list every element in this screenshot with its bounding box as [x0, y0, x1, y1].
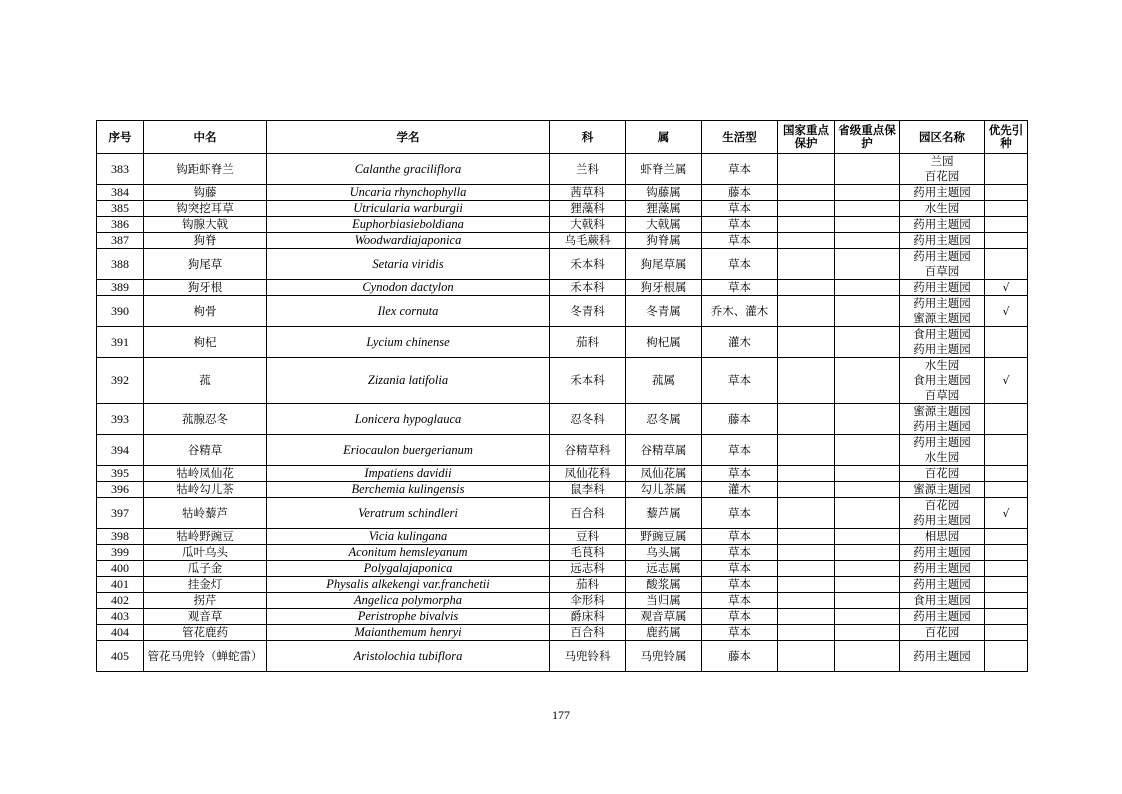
header-provincial: 省级重点保护 — [835, 121, 900, 154]
cell-priority — [985, 154, 1028, 185]
cell-provincial — [835, 609, 900, 625]
cell-name: 狗脊 — [144, 233, 267, 249]
cell-sci: Cynodon dactylon — [267, 280, 550, 296]
cell-priority: √ — [985, 296, 1028, 327]
garden-name: 药用主题园 — [913, 233, 971, 247]
cell-sci: Berchemia kulingensis — [267, 482, 550, 498]
cell-provincial — [835, 561, 900, 577]
cell-life: 草本 — [702, 154, 778, 185]
cell-garden — [900, 358, 985, 404]
cell-genus: 野豌豆属 — [626, 529, 702, 545]
cell-provincial — [835, 466, 900, 482]
cell-national — [778, 217, 835, 233]
cell-priority — [985, 609, 1028, 625]
header-national: 国家重点保护 — [778, 121, 835, 154]
cell-seq: 402 — [97, 593, 144, 609]
cell-garden — [900, 233, 985, 249]
cell-priority — [985, 233, 1028, 249]
cell-provincial — [835, 625, 900, 641]
cell-genus: 狗脊属 — [626, 233, 702, 249]
cell-life: 草本 — [702, 466, 778, 482]
cell-life: 藤本 — [702, 185, 778, 201]
cell-genus: 狗牙根属 — [626, 280, 702, 296]
cell-national — [778, 498, 835, 529]
cell-family: 百合科 — [550, 498, 626, 529]
cell-genus: 忍冬属 — [626, 404, 702, 435]
cell-name: 谷精草 — [144, 435, 267, 466]
header-row — [97, 121, 1028, 154]
cell-national — [778, 577, 835, 593]
garden-name: 蜜源主题园 — [913, 482, 971, 496]
cell-seq: 400 — [97, 561, 144, 577]
species-table — [96, 120, 1028, 672]
cell-provincial — [835, 577, 900, 593]
cell-family: 忍冬科 — [550, 404, 626, 435]
cell-provincial — [835, 201, 900, 217]
cell-seq: 396 — [97, 482, 144, 498]
cell-family: 茜草科 — [550, 185, 626, 201]
cell-life: 藤本 — [702, 404, 778, 435]
table-row — [97, 296, 1028, 327]
table-row — [97, 641, 1028, 672]
cell-life: 草本 — [702, 233, 778, 249]
cell-sci: Aristolochia tubiflora — [267, 641, 550, 672]
garden-name: 药用主题园 — [913, 296, 971, 310]
cell-national — [778, 625, 835, 641]
cell-seq: 383 — [97, 154, 144, 185]
cell-seq: 405 — [97, 641, 144, 672]
cell-family: 禾本科 — [550, 280, 626, 296]
table-body — [97, 154, 1028, 672]
cell-garden — [900, 593, 985, 609]
cell-genus: 凤仙花属 — [626, 466, 702, 482]
cell-sci: Lonicera hypoglauca — [267, 404, 550, 435]
cell-provincial — [835, 296, 900, 327]
garden-name: 药用主题园 — [913, 561, 971, 575]
cell-sci: Aconitum hemsleyanum — [267, 545, 550, 561]
table-row — [97, 249, 1028, 280]
table-row — [97, 327, 1028, 358]
cell-seq: 404 — [97, 625, 144, 641]
cell-national — [778, 185, 835, 201]
garden-name: 百花园 — [924, 498, 960, 512]
table-row — [97, 185, 1028, 201]
cell-provincial — [835, 358, 900, 404]
cell-seq: 403 — [97, 609, 144, 625]
cell-priority — [985, 625, 1028, 641]
cell-name: 钩突挖耳草 — [144, 201, 267, 217]
cell-seq: 388 — [97, 249, 144, 280]
cell-life: 草本 — [702, 217, 778, 233]
cell-genus: 观音草属 — [626, 609, 702, 625]
garden-name: 药用主题园 — [913, 577, 971, 591]
cell-family: 谷精草科 — [550, 435, 626, 466]
cell-seq: 384 — [97, 185, 144, 201]
cell-life: 草本 — [702, 201, 778, 217]
cell-genus: 勾儿茶属 — [626, 482, 702, 498]
garden-name: 相思园 — [924, 529, 960, 543]
cell-provincial — [835, 593, 900, 609]
cell-family: 伞形科 — [550, 593, 626, 609]
cell-genus: 远志属 — [626, 561, 702, 577]
cell-sci: Polygalajaponica — [267, 561, 550, 577]
cell-garden — [900, 529, 985, 545]
cell-garden — [900, 185, 985, 201]
cell-name: 瓜叶乌头 — [144, 545, 267, 561]
table-row — [97, 404, 1028, 435]
cell-seq: 389 — [97, 280, 144, 296]
cell-national — [778, 435, 835, 466]
table-row — [97, 529, 1028, 545]
cell-garden — [900, 404, 985, 435]
cell-name: 挂金灯 — [144, 577, 267, 593]
table-row — [97, 201, 1028, 217]
cell-priority — [985, 561, 1028, 577]
cell-provincial — [835, 249, 900, 280]
cell-genus: 大戟属 — [626, 217, 702, 233]
cell-priority — [985, 466, 1028, 482]
garden-name: 药用主题园 — [913, 249, 971, 263]
cell-seq: 399 — [97, 545, 144, 561]
cell-family: 毛茛科 — [550, 545, 626, 561]
cell-garden — [900, 609, 985, 625]
cell-national — [778, 641, 835, 672]
garden-name: 药用主题园 — [913, 342, 971, 356]
cell-seq: 385 — [97, 201, 144, 217]
cell-family: 大戟科 — [550, 217, 626, 233]
cell-garden — [900, 217, 985, 233]
cell-name: 钩藤 — [144, 185, 267, 201]
cell-garden — [900, 154, 985, 185]
cell-sci: Peristrophe bivalvis — [267, 609, 550, 625]
cell-seq: 393 — [97, 404, 144, 435]
cell-sci: Utricularia warburgii — [267, 201, 550, 217]
cell-priority — [985, 249, 1028, 280]
cell-provincial — [835, 185, 900, 201]
cell-name: 狗尾草 — [144, 249, 267, 280]
garden-name: 百花园 — [924, 625, 960, 639]
cell-provincial — [835, 641, 900, 672]
cell-family: 兰科 — [550, 154, 626, 185]
cell-national — [778, 561, 835, 577]
garden-name: 药用主题园 — [913, 280, 971, 294]
cell-name: 牯岭藜芦 — [144, 498, 267, 529]
cell-provincial — [835, 154, 900, 185]
cell-name: 菰腺忍冬 — [144, 404, 267, 435]
cell-priority — [985, 593, 1028, 609]
cell-name: 牯岭野豌豆 — [144, 529, 267, 545]
header-life: 生活型 — [702, 121, 778, 154]
cell-life: 草本 — [702, 625, 778, 641]
cell-priority — [985, 185, 1028, 201]
cell-family: 禾本科 — [550, 358, 626, 404]
cell-family: 远志科 — [550, 561, 626, 577]
cell-life: 草本 — [702, 280, 778, 296]
cell-national — [778, 609, 835, 625]
cell-garden — [900, 561, 985, 577]
cell-provincial — [835, 217, 900, 233]
cell-genus: 枸杞属 — [626, 327, 702, 358]
cell-family: 禾本科 — [550, 249, 626, 280]
table-row — [97, 482, 1028, 498]
cell-seq: 401 — [97, 577, 144, 593]
cell-life: 灌木 — [702, 327, 778, 358]
cell-national — [778, 466, 835, 482]
cell-name: 菰 — [144, 358, 267, 404]
cell-priority — [985, 404, 1028, 435]
cell-sci: Physalis alkekengi var.franchetii — [267, 577, 550, 593]
header-genus: 属 — [626, 121, 702, 154]
cell-national — [778, 154, 835, 185]
table-row — [97, 358, 1028, 404]
cell-garden — [900, 545, 985, 561]
cell-life: 草本 — [702, 529, 778, 545]
table-row — [97, 280, 1028, 296]
page-number: 177 — [552, 708, 570, 722]
cell-genus: 钩藤属 — [626, 185, 702, 201]
cell-national — [778, 280, 835, 296]
cell-priority — [985, 577, 1028, 593]
cell-sci: Zizania latifolia — [267, 358, 550, 404]
cell-garden — [900, 201, 985, 217]
cell-national — [778, 201, 835, 217]
cell-genus: 藜芦属 — [626, 498, 702, 529]
cell-priority: √ — [985, 358, 1028, 404]
garden-name: 食用主题园 — [913, 373, 971, 387]
cell-garden — [900, 482, 985, 498]
garden-name: 药用主题园 — [913, 545, 971, 559]
cell-name: 瓜子金 — [144, 561, 267, 577]
cell-seq: 394 — [97, 435, 144, 466]
garden-name: 药用主题园 — [913, 435, 971, 449]
cell-garden — [900, 249, 985, 280]
cell-sci: Calanthe graciliflora — [267, 154, 550, 185]
garden-name: 百花园 — [924, 466, 960, 480]
cell-life: 草本 — [702, 498, 778, 529]
cell-name: 管花马兜铃（蝉蛇雷） — [144, 641, 267, 672]
cell-genus: 酸浆属 — [626, 577, 702, 593]
table-row — [97, 625, 1028, 641]
cell-name: 拐芹 — [144, 593, 267, 609]
cell-national — [778, 249, 835, 280]
cell-family: 豆科 — [550, 529, 626, 545]
cell-national — [778, 529, 835, 545]
cell-garden — [900, 296, 985, 327]
cell-provincial — [835, 327, 900, 358]
cell-sci: Angelica polymorpha — [267, 593, 550, 609]
cell-family: 凤仙花科 — [550, 466, 626, 482]
garden-name: 兰园 — [930, 154, 954, 168]
cell-provincial — [835, 233, 900, 249]
cell-garden — [900, 327, 985, 358]
cell-name: 观音草 — [144, 609, 267, 625]
cell-priority: √ — [985, 280, 1028, 296]
cell-seq: 387 — [97, 233, 144, 249]
cell-priority — [985, 217, 1028, 233]
cell-priority: √ — [985, 498, 1028, 529]
garden-name: 水生园 — [924, 358, 960, 372]
cell-garden — [900, 577, 985, 593]
table-row — [97, 435, 1028, 466]
cell-national — [778, 233, 835, 249]
garden-name: 药用主题园 — [913, 185, 971, 199]
cell-seq: 392 — [97, 358, 144, 404]
cell-genus: 虾脊兰属 — [626, 154, 702, 185]
header-priority: 优先引种 — [985, 121, 1028, 154]
cell-family: 鼠李科 — [550, 482, 626, 498]
cell-priority — [985, 545, 1028, 561]
header-name: 中名 — [144, 121, 267, 154]
cell-family: 茄科 — [550, 577, 626, 593]
cell-family: 茄科 — [550, 327, 626, 358]
cell-genus: 乌头属 — [626, 545, 702, 561]
cell-provincial — [835, 545, 900, 561]
cell-life: 草本 — [702, 577, 778, 593]
cell-name: 狗牙根 — [144, 280, 267, 296]
cell-sci: Euphorbiasieboldiana — [267, 217, 550, 233]
cell-genus: 鹿药属 — [626, 625, 702, 641]
garden-name: 水生园 — [924, 450, 960, 464]
cell-name: 钩腺大戟 — [144, 217, 267, 233]
cell-priority — [985, 482, 1028, 498]
table-row — [97, 561, 1028, 577]
cell-national — [778, 593, 835, 609]
garden-name: 百草园 — [924, 388, 960, 402]
cell-family: 乌毛蕨科 — [550, 233, 626, 249]
cell-seq: 391 — [97, 327, 144, 358]
cell-sci: Lycium chinense — [267, 327, 550, 358]
cell-life: 灌木 — [702, 482, 778, 498]
cell-provincial — [835, 482, 900, 498]
cell-seq: 386 — [97, 217, 144, 233]
garden-name: 药用主题园 — [913, 609, 971, 623]
garden-name: 食用主题园 — [913, 327, 971, 341]
cell-seq: 398 — [97, 529, 144, 545]
cell-garden — [900, 625, 985, 641]
cell-genus: 狸藻属 — [626, 201, 702, 217]
cell-provincial — [835, 435, 900, 466]
cell-priority — [985, 435, 1028, 466]
cell-garden — [900, 280, 985, 296]
cell-family: 马兜铃科 — [550, 641, 626, 672]
cell-priority — [985, 327, 1028, 358]
cell-life: 草本 — [702, 249, 778, 280]
cell-life: 藤本 — [702, 641, 778, 672]
garden-name: 蜜源主题园 — [913, 311, 971, 325]
garden-name: 药用主题园 — [913, 419, 971, 433]
cell-provincial — [835, 498, 900, 529]
cell-sci: Impatiens davidii — [267, 466, 550, 482]
cell-national — [778, 296, 835, 327]
garden-name: 药用主题园 — [913, 648, 971, 663]
table-row — [97, 233, 1028, 249]
cell-national — [778, 404, 835, 435]
table-row — [97, 466, 1028, 482]
header-garden: 园区名称 — [900, 121, 985, 154]
cell-provincial — [835, 529, 900, 545]
cell-seq: 397 — [97, 498, 144, 529]
cell-genus: 狗尾草属 — [626, 249, 702, 280]
table-row — [97, 154, 1028, 185]
cell-sci: Maianthemum henryi — [267, 625, 550, 641]
cell-genus: 菰属 — [626, 358, 702, 404]
cell-priority — [985, 529, 1028, 545]
table-row — [97, 217, 1028, 233]
garden-name: 药用主题园 — [913, 513, 971, 527]
cell-priority — [985, 201, 1028, 217]
garden-name: 蜜源主题园 — [913, 404, 971, 418]
cell-sci: Veratrum schindleri — [267, 498, 550, 529]
cell-name: 枸骨 — [144, 296, 267, 327]
cell-sci: Vicia kulingana — [267, 529, 550, 545]
garden-name: 百草园 — [924, 264, 960, 278]
cell-life: 草本 — [702, 561, 778, 577]
cell-sci: Eriocaulon buergerianum — [267, 435, 550, 466]
cell-seq: 390 — [97, 296, 144, 327]
cell-garden — [900, 641, 985, 672]
cell-life: 草本 — [702, 435, 778, 466]
cell-seq: 395 — [97, 466, 144, 482]
cell-sci: Ilex cornuta — [267, 296, 550, 327]
garden-name: 水生园 — [924, 201, 960, 215]
cell-genus: 马兜铃属 — [626, 641, 702, 672]
cell-sci: Uncaria rhynchophylla — [267, 185, 550, 201]
table-row — [97, 609, 1028, 625]
cell-life: 草本 — [702, 593, 778, 609]
cell-provincial — [835, 404, 900, 435]
cell-name: 管花鹿药 — [144, 625, 267, 641]
cell-name: 钩距虾脊兰 — [144, 154, 267, 185]
table-row — [97, 498, 1028, 529]
cell-genus: 冬青属 — [626, 296, 702, 327]
table-row — [97, 593, 1028, 609]
cell-life: 草本 — [702, 545, 778, 561]
cell-sci: Setaria viridis — [267, 249, 550, 280]
cell-national — [778, 482, 835, 498]
cell-national — [778, 327, 835, 358]
cell-national — [778, 358, 835, 404]
cell-garden — [900, 498, 985, 529]
cell-garden — [900, 435, 985, 466]
cell-priority — [985, 641, 1028, 672]
cell-family: 百合科 — [550, 625, 626, 641]
cell-life: 草本 — [702, 358, 778, 404]
garden-name: 食用主题园 — [913, 593, 971, 607]
table-row — [97, 577, 1028, 593]
cell-life: 草本 — [702, 609, 778, 625]
cell-family: 狸藻科 — [550, 201, 626, 217]
cell-family: 爵床科 — [550, 609, 626, 625]
cell-life: 乔木、灌木 — [702, 296, 778, 327]
garden-name: 药用主题园 — [913, 217, 971, 231]
cell-provincial — [835, 280, 900, 296]
table-row — [97, 545, 1028, 561]
cell-sci: Woodwardiajaponica — [267, 233, 550, 249]
header-seq: 序号 — [97, 121, 144, 154]
cell-name: 牯岭凤仙花 — [144, 466, 267, 482]
cell-genus: 当归属 — [626, 593, 702, 609]
header-family: 科 — [550, 121, 626, 154]
cell-national — [778, 545, 835, 561]
cell-garden — [900, 466, 985, 482]
cell-genus: 谷精草属 — [626, 435, 702, 466]
cell-name: 枸杞 — [144, 327, 267, 358]
cell-family: 冬青科 — [550, 296, 626, 327]
garden-name: 百花园 — [924, 169, 960, 183]
cell-name: 牯岭勾儿茶 — [144, 482, 267, 498]
header-sci: 学名 — [267, 121, 550, 154]
